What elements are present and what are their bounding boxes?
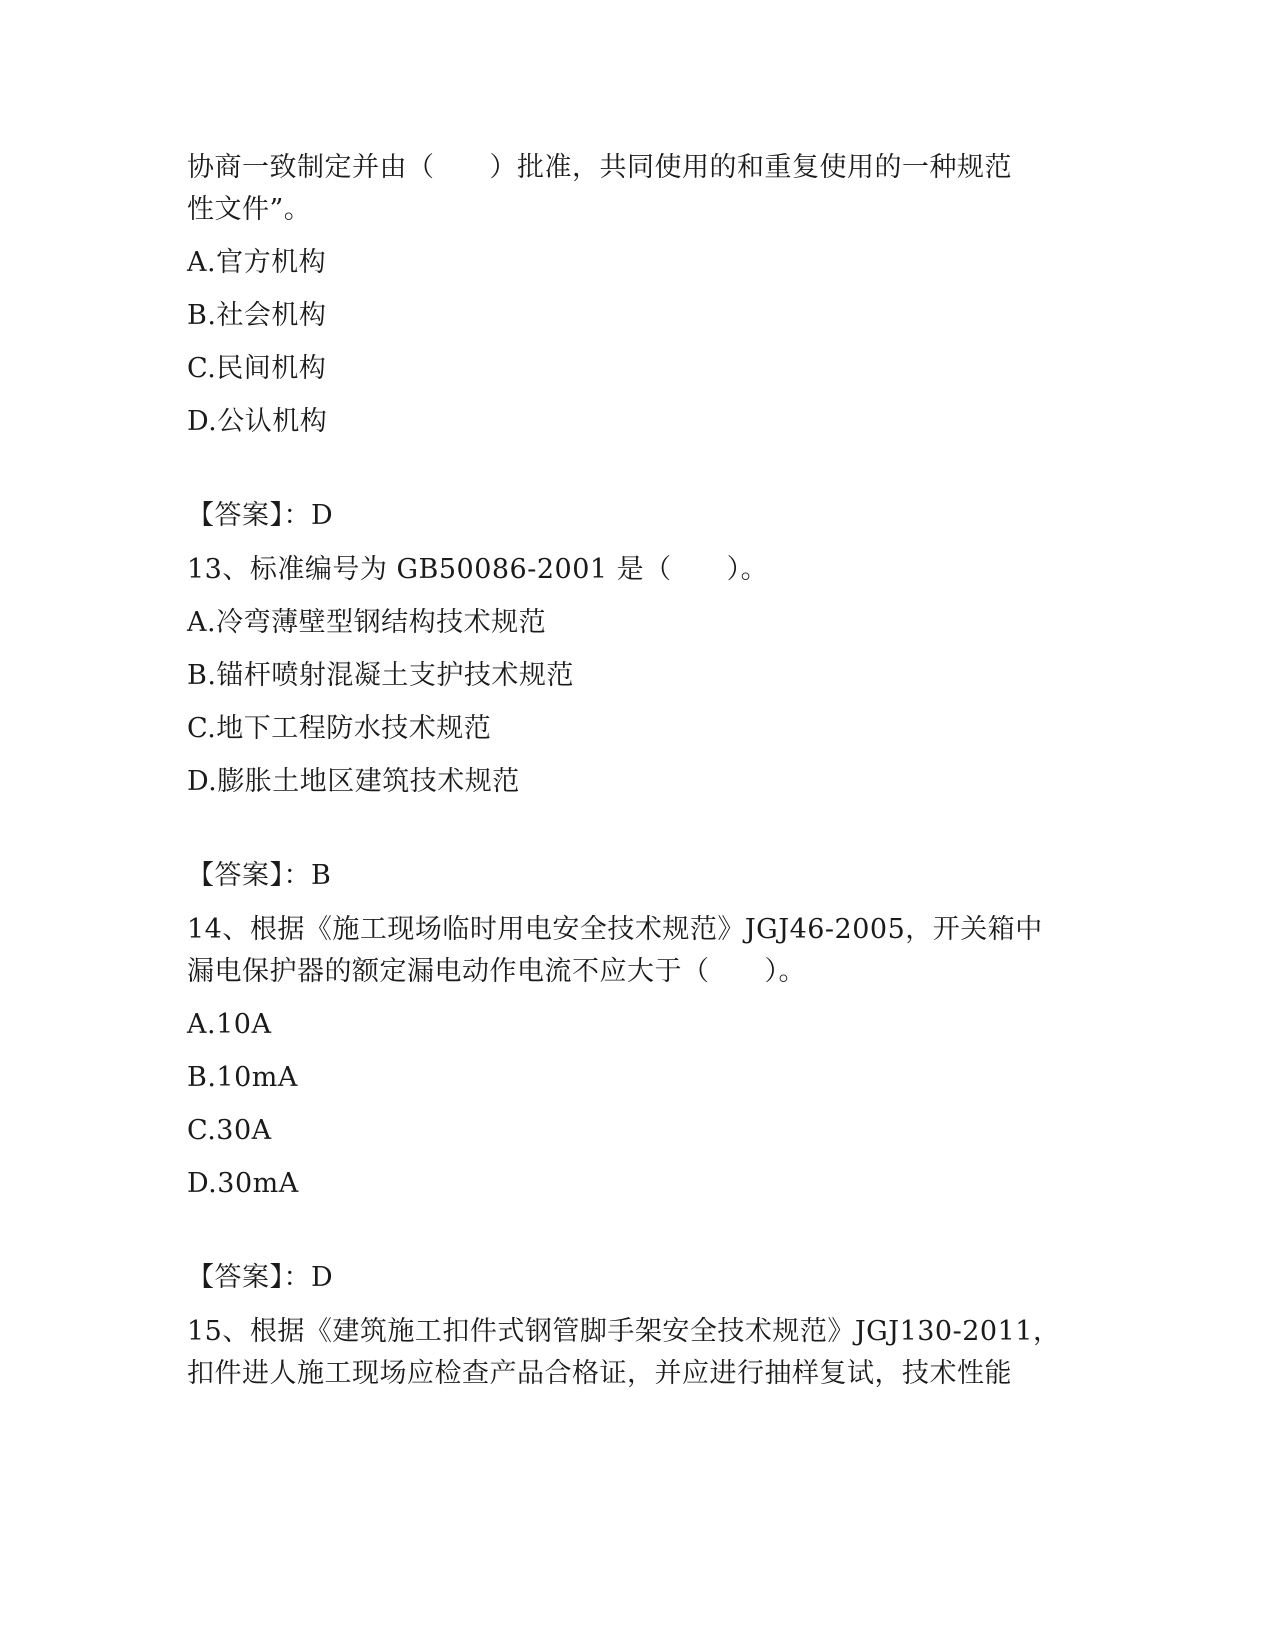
q13-option-a: A.冷弯薄壁型钢结构技术规范 xyxy=(187,607,547,638)
q14-option-d: D.30mA xyxy=(187,1168,299,1199)
q12-stem-line-2: 性文件”。 xyxy=(187,194,312,225)
q14-option-c: C.30A xyxy=(187,1115,272,1146)
q13-option-c: C.地下工程防水技术规范 xyxy=(187,713,492,744)
q12-option-c: C.民间机构 xyxy=(187,353,327,384)
q14-option-a: A.10A xyxy=(187,1009,272,1040)
q15-stem-line-1: 15、根据《建筑施工扣件式钢管脚手架安全技术规范》JGJ130-2011， xyxy=(187,1316,1061,1347)
q12-stem-line-1: 协商一致制定并由（ ）批准，共同使用的和重复使用的一种规范 xyxy=(187,152,1012,183)
q14-stem-line-2: 漏电保护器的额定漏电动作电流不应大于（ ）。 xyxy=(187,956,806,987)
q12-option-d: D.公认机构 xyxy=(187,406,328,437)
q12-option-a: A.官方机构 xyxy=(187,247,327,278)
q12-option-b: B.社会机构 xyxy=(187,300,327,331)
q14-answer: 【答案】：D xyxy=(187,1262,334,1293)
q12-answer: 【答案】：D xyxy=(187,500,334,531)
q14-option-b: B.10mA xyxy=(187,1062,298,1093)
q13-answer: 【答案】：B xyxy=(187,860,332,891)
q15-stem-line-2: 扣件进人施工现场应检查产品合格证，并应进行抽样复试，技术性能 xyxy=(187,1358,1012,1389)
q13-option-d: D.膨胀土地区建筑技术规范 xyxy=(187,766,520,797)
q13-option-b: B.锚杆喷射混凝土支护技术规范 xyxy=(187,660,574,691)
q13-stem-line-1: 13、标准编号为 GB50086-2001 是（ ）。 xyxy=(187,554,769,585)
q14-stem-line-1: 14、根据《施工现场临时用电安全技术规范》JGJ46-2005，开关箱中 xyxy=(187,914,1043,945)
